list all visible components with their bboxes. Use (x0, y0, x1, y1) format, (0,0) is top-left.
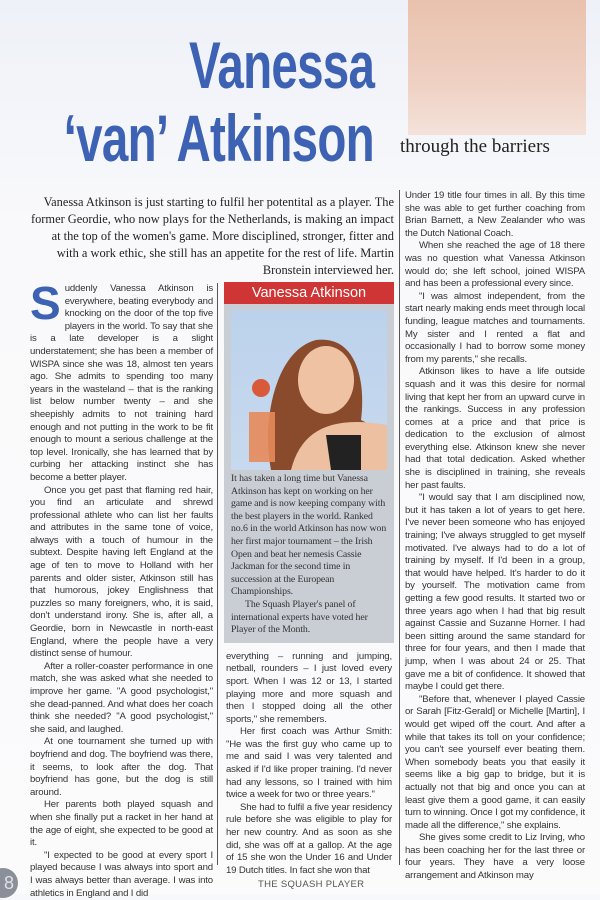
paragraph: "I was almost independent, from the start nearly making ends meet through local funding, league matches and tournaments. My sister and I rented a flat and occasionally I had to borrow some money from my parents," she recalls. (405, 290, 585, 365)
paragraph: At one tournament she turned up with boyfriend and dog. The boyfriend was there, it seems, to look after the dog. That boyfriend has gone, but the dog is still around. (30, 736, 213, 798)
paragraph: Her first coach was Arthur Smith: "He was the first guy who came up to me and said I was very talented and asked if I'd like proper training. I'd never had any lessons, so I trained with him twice a week for two or three years." (226, 726, 392, 801)
paragraph: "Before that, whenever I played Cassie or Sarah [Fitz-Gerald] or Michelle [Martin], I would get wiped off the court. And after a while that takes its toll on your confidence; you can't see yourself ever beating them. When somebody beats you that easily it seems like a big gap to bridge, but it is actually not that big and once you can at least give them a good game, it can easily turn to winning. Once I got my confidence, it made all the difference," she explains. (405, 693, 585, 831)
subtitle: through the barriers (400, 136, 550, 157)
sidebar-heading: Vanessa Atkinson (224, 282, 394, 304)
paragraph: everything – running and jumping, netball, rounders – I just loved every sport. When I was 12 or 13, I started playing more and more squash and then I stopped doing all the other sports," she remembers. (226, 650, 392, 725)
article-column-1 (30, 277, 213, 900)
paragraph: She gives some credit to Liz Irving, who has been coaching her for the last three or four years. They have a very loose arrangement and Atkinson may (405, 832, 585, 882)
paragraph: Atkinson likes to have a life outside squash and it was this desire for normal living that kept her from an upward curve in the rankings. Success in any profession comes at a price and that price is dedication to the exclusion of almost everything else. Atkinson knew she never had that total dedication. Asked whether she is disciplined in training, she reveals her past faults. (405, 366, 585, 491)
article-column-3 (405, 190, 585, 883)
standfirst: Vanessa Atkinson is just starting to fulfil her potentital as a player. The former Geordie, who now plays for the Netherlands, is making an impact at the top of the women's game. More disciplined, stronger, fitter and with a work ethic, she still has an appetite for the rest of life. Martin Bronstein interviewed her. (30, 195, 394, 277)
headline-line-2: ‘van’ Atkinson (63, 101, 374, 175)
middle-column (224, 282, 394, 877)
paragraph: Under 19 title four times in all. By this time she was able to get further coaching from Brian Barnett, a New Zealander who was the Dutch National Coach. (405, 190, 585, 239)
publication-footer: THE SQUASH PLAYER (258, 879, 365, 890)
column-divider (217, 283, 218, 865)
drop-cap: S (30, 277, 61, 329)
caption-paragraph: The Squash Player's panel of international experts have voted her Player of the Month. (231, 598, 368, 636)
header-photo-strip (408, 0, 586, 135)
paragraph: She had to fulfil a five year residency rule before she was eligible to play for her new country. And as soon as she did, she was off at a gallop. At the age of 15 she won the Under 16 and Under 19 Dutch titles. In fact she won that (226, 801, 392, 876)
paragraph: After a roller-coaster performance in one match, she was asked what she needed to improve her game. "A good psychologist," she dead-panned. And what does her coach think she needed? "A good psychologist," she said, and laughed. (30, 660, 213, 735)
headline-line-1: Vanessa (188, 28, 374, 102)
paragraph: uddenly Vanessa Atkinson is everywhere, beating everybody and knocking on the door of the top five players in the world. To say that she is a late developer is a slight understatement; she has been a member of WISPA since she was 18, almost ten years ago. She admits to spending too many years in the wasteland – that is the ranking list below number twenty – and she sheepishly admits to not training hard enough and not putting in the work to be fit enough to mount a serious challenge at the top level. Ironically, she has learned that by curbing her attacking instinct she has become a better player. (30, 283, 213, 483)
player-of-month-sidebar (224, 282, 394, 643)
paragraph: "I expected to be good at every sport I played because I was always into sport and I was always better than average. I was into athletics in England and I did (30, 849, 213, 899)
article-column-2 (226, 651, 392, 878)
player-photo (231, 310, 387, 470)
paragraph: Her parents both played squash and when she finally put a racket in her hand at the age of eight, she expected to be good at it. (30, 799, 213, 849)
sidebar-caption (231, 473, 389, 637)
paragraph: When she reached the age of 18 there was no question what Vanessa Atkinson would do; she left school, joined WISPA and has been a professional every since. (405, 240, 585, 290)
paragraph: "I would say that I am disciplined now, but it has taken a lot of years to get here. I've never been someone who has enjoyed training; I've always struggled to get myself motivated. I've always had to do a lot of training by myself. If I'd been in a group, that would have helped. It's harder to do it by yourself. The motivation came from getting a few good results. It started two or three years ago when I had that big result against Cassie and Suzanne Horner. I had been sitting around the same standard for three for four years, and then I made that jump, when I was about 24 or 25. That gave me a bit of confidence. It showed that maybe I could get there. (405, 492, 585, 693)
page-number: 8 (0, 868, 18, 898)
caption-paragraph: It has taken a long time but Vanessa Atkinson has kept on working on her game and is now keeping company with the best players in the world. Ranked no.6 in the world Atkinson has now won her first major tournament – the Irish Open and beat her nemesis Cassie Jackman for the second time in succession at the European Championships. (231, 473, 387, 598)
paragraph: Once you get past that flaming red hair, you find an articulate and shrewd professional athlete who can list her faults and attributes in the same tone of voice, always with a touch of humour in the subtext. Despite having left England at the age of ten to move to Holland with her parents and older sister, Atkinson still has that humorous, jokey Englishness that puzzles so many foreigners, who, it is said, don't understand irony. She is, after all, a Geordie, born in Newcastle in north-east England, where the people have a very distinct sense of humour. (30, 484, 213, 660)
column-divider (399, 190, 400, 865)
